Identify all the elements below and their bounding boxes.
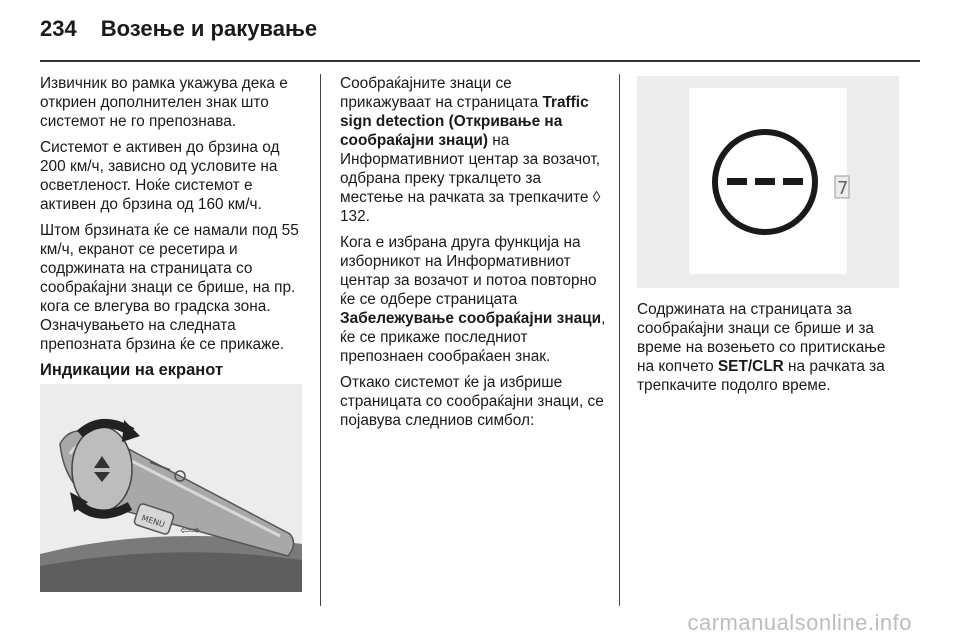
figure-badge: 7 (837, 178, 849, 199)
paragraph (340, 74, 606, 226)
column-divider (619, 74, 620, 606)
text-span: на рачката за трепкачите подолго време. (637, 358, 885, 394)
right-column (637, 300, 899, 402)
paragraph: Системот е активен до брзина од 200 км/ч, зависно од условите на осветленост. Ноќе системот е активен до брзина од 160 км/ч. (40, 139, 280, 213)
paragraph (340, 233, 606, 366)
bold-term: SET/CLR (717, 358, 784, 375)
bold-term: Traffic sign detection (Откривање на сообраќајни знаци) (340, 94, 589, 149)
text-span: Кога е избрана друга функција на изборникот на Информативниот центар за возачот и потоа повторно ќе се одбере страницата (340, 234, 597, 308)
paragraph: Извичник во рамка укажува дека е откриен дополнителен знак што системот не го препознава. (40, 75, 288, 130)
page-number: 234 (40, 16, 77, 41)
section-subheading: Индикации на екранот (40, 361, 224, 379)
paragraph (637, 300, 899, 395)
text-span: на Информативниот центар за возачот, одбрана преку тркалцето за местење на рачката за трепкачите (340, 132, 601, 206)
menu-button-label: MENU (140, 513, 166, 530)
paragraph: Штом брзината ќе се намали под 55 км/ч, екранот се ресетира и содржината на страницата со сообраќајни знаци се брише, на пр. кога се влегува во градска зона. Означувањето на следната препозната брзина ќе се прикаже. (40, 222, 299, 353)
text-span: Содржината на страницата за сообраќајни знаци се брише и за време на возењето со притискање на копчето (637, 301, 886, 375)
watermark: carmanualsonline.info (687, 610, 912, 635)
text-span: Сообраќајните знаци се прикажуваат на страницата (340, 75, 543, 111)
bold-term: Забележување сообраќајни знаци (340, 310, 602, 327)
middle-column (340, 74, 606, 437)
chapter-title: Возење и ракување (100, 16, 318, 41)
header-divider (40, 60, 920, 62)
text-span: , ќе се прикаже последниот препознаен сообраќаен знак. (340, 310, 606, 365)
turn-signal-stalk-illustration (40, 384, 302, 592)
page-reference: ◊ 132. (340, 189, 601, 225)
column-divider (320, 74, 321, 606)
left-column (40, 74, 308, 387)
no-speed-limit-sign-illustration (637, 76, 899, 288)
paragraph: Откако системот ќе ја избрише страницата со сообраќајни знаци, се појавува следниов симбол: (340, 374, 604, 429)
svg-text:⇦⇨: ⇦⇨ (180, 523, 201, 537)
page-header (40, 16, 317, 46)
